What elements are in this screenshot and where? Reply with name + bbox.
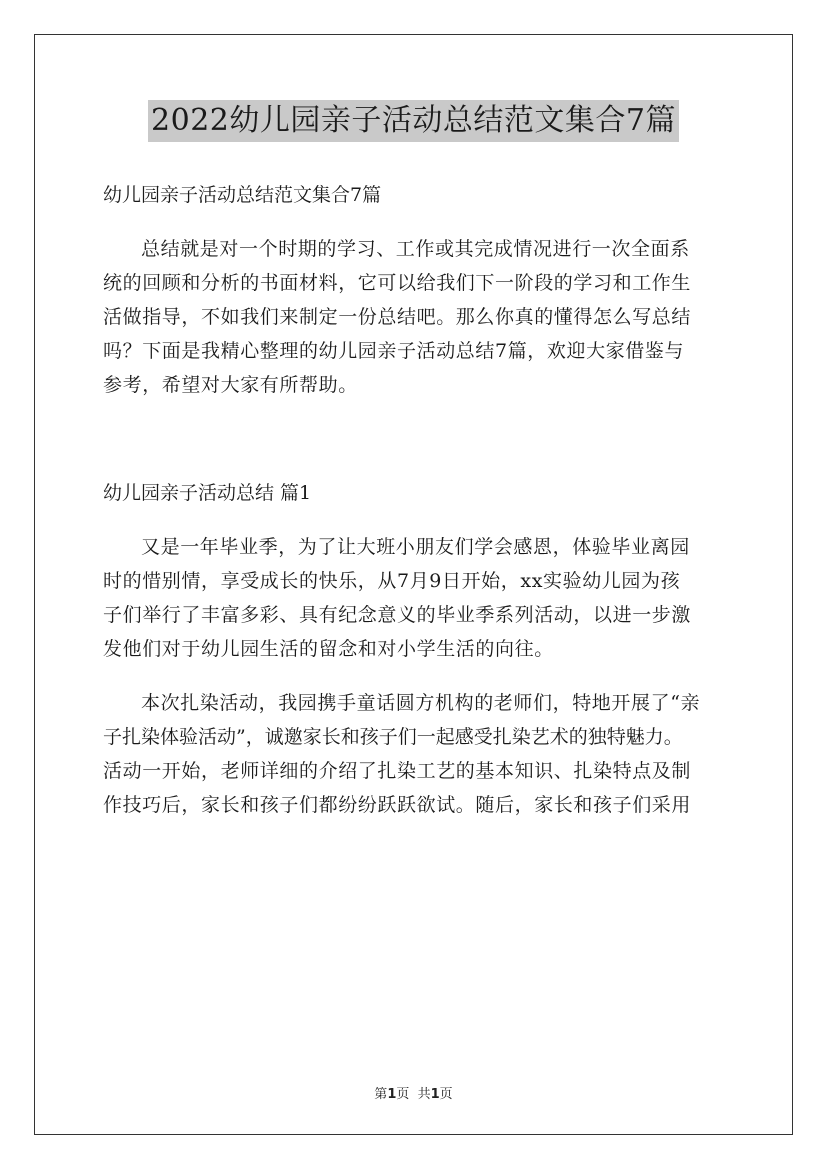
intro-line: 吗？下面是我精心整理的幼儿园亲子活动总结7篇，欢迎大家借鉴与 [103, 340, 685, 362]
paragraph-line: 作技巧后，家长和孩子们都纷纷跃跃欲试。随后，家长和孩子们采用 [103, 794, 692, 816]
page-number-mid: 页 共 [396, 1087, 431, 1102]
page-number-suffix: 页 [439, 1087, 453, 1102]
intro-line: 统的回顾和分析的书面材料，它可以给我们下一阶段的学习和工作生 [103, 272, 692, 294]
document-title: 2022幼儿园亲子活动总结范文集合7篇 [148, 100, 679, 142]
paragraph-line: 子扎染体验活动”，诚邀家长和孩子们一起感受扎染艺术的独特魅力。 [103, 726, 683, 748]
page-number-prefix: 第 [374, 1087, 388, 1102]
document-body [103, 178, 726, 822]
page-footer [0, 1083, 827, 1102]
paragraph-line: 本次扎染活动，我园携手童话圆方机构的老师们，特地开展了“亲 [141, 692, 701, 714]
paragraph-line: 活动一开始，老师详细的介绍了扎染工艺的基本知识、扎染特点及制 [103, 760, 692, 782]
intro-line: 活做指导，不如我们来制定一份总结吧。那么你真的懂得怎么写总结 [103, 306, 692, 328]
current-page-number: 1 [387, 1087, 397, 1102]
section1-paragraph-2 [103, 686, 726, 822]
paragraph-line: 子们举行了丰富多彩、具有纪念意义的毕业季系列活动，以进一步激 [103, 604, 692, 626]
paragraph-line: 又是一年毕业季，为了让大班小朋友们学会感恩，体验毕业离园 [141, 536, 690, 558]
intro-line: 总结就是对一个时期的学习、工作或其完成情况进行一次全面系 [141, 238, 690, 260]
title-container [0, 100, 827, 142]
total-page-number: 1 [430, 1087, 440, 1102]
section1-paragraph-1 [103, 530, 726, 666]
section-heading: 幼儿园亲子活动总结 篇1 [103, 482, 312, 504]
document-subtitle: 幼儿园亲子活动总结范文集合7篇 [103, 184, 382, 206]
paragraph-line: 时的惜别情，享受成长的快乐，从7月9日开始，xx实验幼儿园为孩 [103, 570, 681, 592]
intro-paragraph [103, 232, 726, 402]
intro-line: 参考，希望对大家有所帮助。 [103, 374, 358, 396]
paragraph-line: 发他们对于幼儿园生活的留念和对小学生活的向往。 [103, 638, 554, 660]
